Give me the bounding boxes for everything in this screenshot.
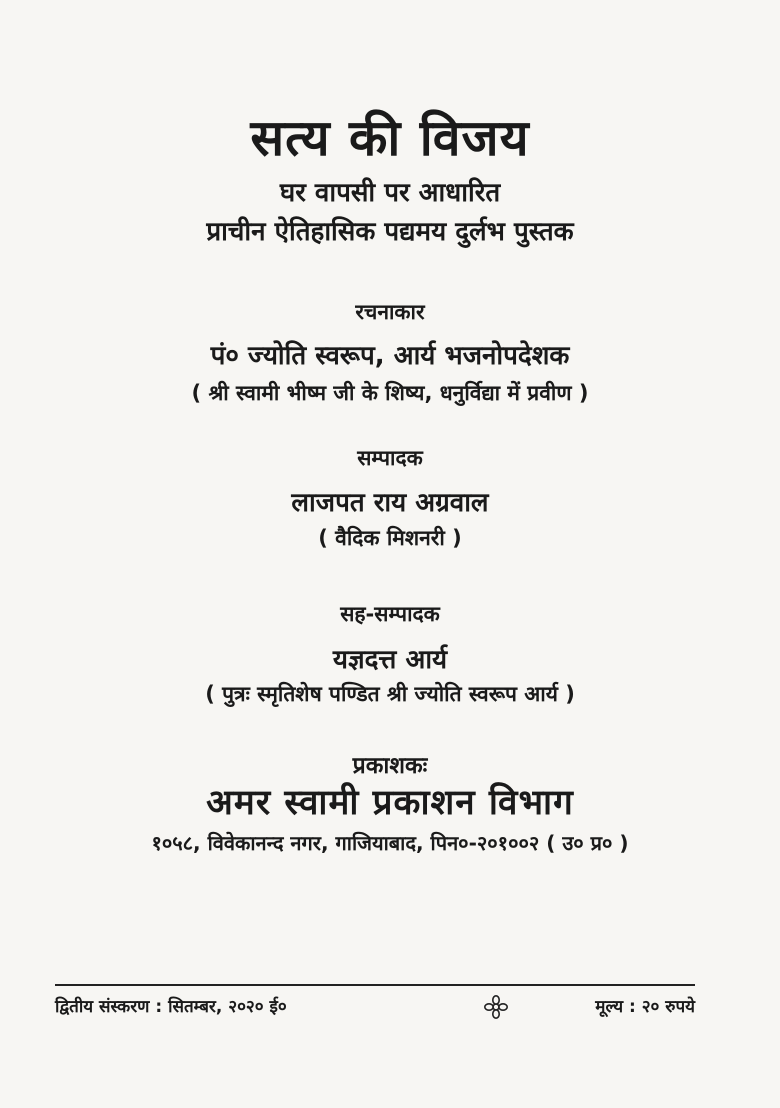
author-name: पं० ज्योति स्वरूप, आर्य भजनोपदेशक (210, 341, 570, 371)
author-label: रचनाकार (355, 300, 425, 324)
subtitle-line-1: घर वापसी पर आधारित (279, 178, 501, 208)
editor-label: सम्पादक (357, 446, 423, 470)
publisher-address: १०५८, विवेकानन्द नगर, गाजियाबाद, पिन०-२०१००२ ( उ० प्र० ) (151, 831, 629, 855)
footer-divider (55, 984, 695, 986)
publisher-name: अमर स्वामी प्रकाशन विभाग (206, 783, 574, 823)
footer (55, 994, 695, 1024)
co-editor-label: सह-सम्पादक (340, 602, 440, 626)
price-info: मूल्य : २० रुपये (595, 997, 695, 1017)
publisher-label: प्रकाशकः (352, 753, 428, 779)
book-title: सत्य की विजय (250, 109, 530, 167)
co-editor-note: ( पुत्रः स्मृतिशेष पण्डित श्री ज्योति स्वरूप आर्य ) (205, 682, 575, 706)
subtitle-line-2: प्राचीन ऐतिहासिक पद्यमय दुर्लभ पुस्तक (206, 217, 574, 247)
flower-ornament-icon (483, 994, 509, 1020)
editor-name: लाजपत राय अग्रवाल (291, 488, 489, 518)
edition-info: द्वितीय संस्करण : सितम्बर, २०२० ई० (55, 997, 287, 1017)
editor-note: ( वैदिक मिशनरी ) (318, 526, 462, 550)
co-editor-name: यज्ञदत्त आर्य (332, 645, 448, 675)
author-note: ( श्री स्वामी भीष्म जी के शिष्य, धनुर्विद्या में प्रवीण ) (191, 381, 589, 405)
